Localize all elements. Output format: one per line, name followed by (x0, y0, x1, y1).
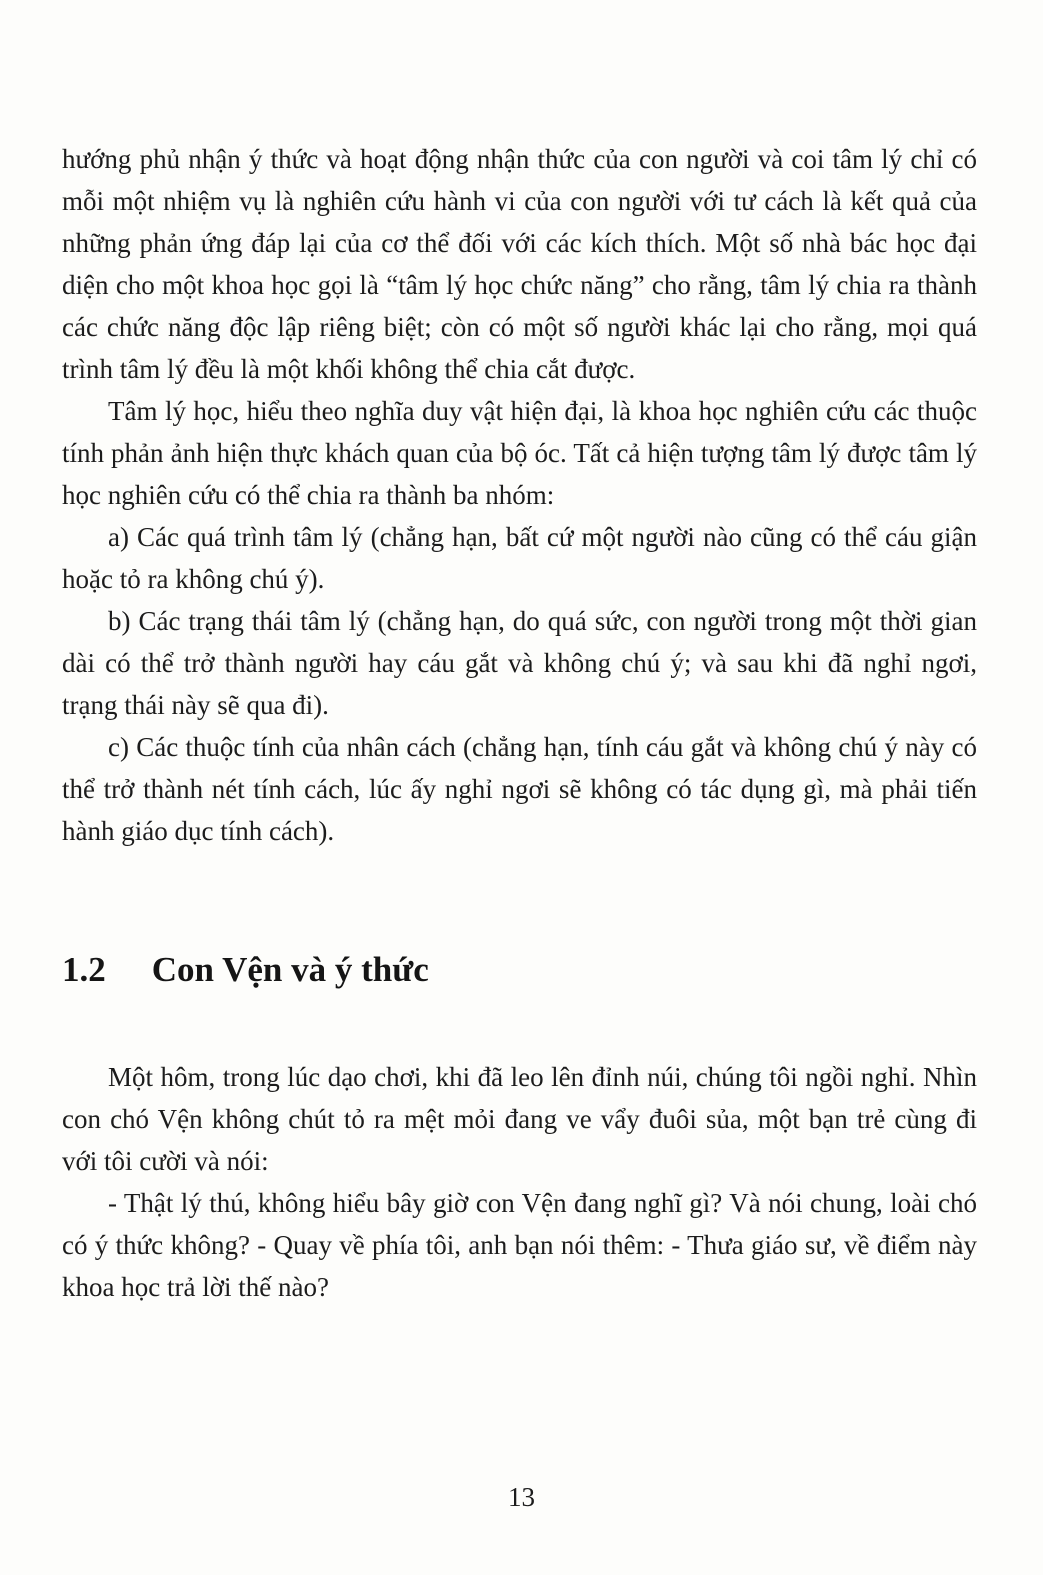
paragraph: - Thật lý thú, không hiểu bây giờ con Vện đang nghĩ gì? Và nói chung, loài chó có ý thức không? - Quay về phía tôi, anh bạn nói thêm: - Thưa giáo sư, về điểm này khoa học trả lời thế nào? (62, 1188, 977, 1302)
list-item-a: a) Các quá trình tâm lý (chẳng hạn, bất cứ một người nào cũng có thể cáu giận hoặc tỏ ra không chú ý). (62, 522, 977, 594)
list-item-b: b) Các trạng thái tâm lý (chẳng hạn, do quá sức, con người trong một thời gian dài có thể trở thành người hay cáu gắt và không chú ý; và sau khi đã nghỉ ngơi, trạng thái này sẽ qua đi). (62, 606, 977, 720)
page-number: 13 (508, 1482, 535, 1512)
list-item-c: c) Các thuộc tính của nhân cách (chẳng hạn, tính cáu gắt và không chú ý này có thể trở thành nét tính cách, lúc ấy nghỉ ngơi sẽ không có tác dụng gì, mà phải tiến hành giáo dục tính cách). (62, 732, 977, 846)
section-number: 1.2 (62, 950, 106, 989)
paragraph: Một hôm, trong lúc dạo chơi, khi đã leo lên đỉnh núi, chúng tôi ngồi nghỉ. Nhìn con chó Vện không chút tỏ ra mệt mỏi đang ve vẩy đuôi sủa, một bạn trẻ cùng đi với tôi cười và nói: (62, 1062, 977, 1176)
section-heading (62, 950, 977, 990)
text-block (62, 138, 977, 1308)
section-title: Con Vện và ý thức (151, 950, 429, 989)
paragraph: Tâm lý học, hiểu theo nghĩa duy vật hiện đại, là khoa học nghiên cứu các thuộc tính phản ảnh hiện thực khách quan của bộ óc. Tất cả hiện tượng tâm lý được tâm lý học nghiên cứu có thể chia ra thành ba nhóm: (62, 396, 977, 510)
paragraph: hướng phủ nhận ý thức và hoạt động nhận thức của con người và coi tâm lý chỉ có mỗi một nhiệm vụ là nghiên cứu hành vi của con người với tư cách là kết quả của những phản ứng đáp lại của cơ thể đối với các kích thích. Một số nhà bác học đại diện cho một khoa học gọi là “tâm lý học chức năng” cho rằng, tâm lý chia ra thành các chức năng độc lập riêng biệt; còn có một số người khác lại cho rằng, mọi quá trình tâm lý đều là một khối không thể chia cắt được. (62, 144, 977, 384)
